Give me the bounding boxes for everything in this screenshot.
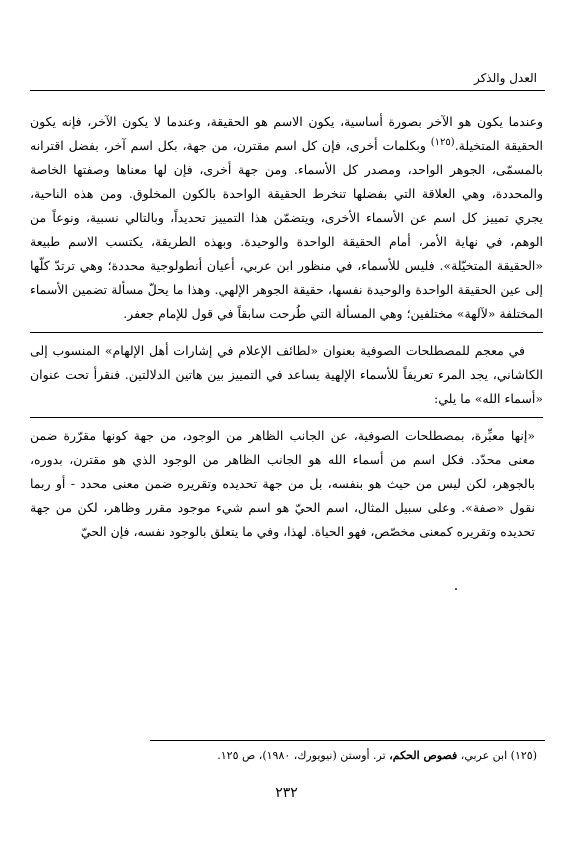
quote-divider	[30, 417, 543, 418]
footnote-details: تر. أوستن (نيويورك، ١٩٨٠)، ص ١٢٥.	[217, 749, 386, 762]
block-quote: «إنها معبِّرة، بمصطلحات الصوفية، عن الجانب الظاهر من الوجود، من جهة كونها مقرّرة ضمن معنى محدّد. فكل اسم من أسماء الله هو الجانب الظاهر من الوجود الذي هو مقترن، بدوره، بالجوهر، لكن ليس من حيث هو بنفسه، بل من جهة تحديده وتقريره ضمن معنى محدد - أو ربما نقول «صفة». وعلى سبيل المثال، اسم الحيّ هو اسم شيء موجود مقرر وظاهر، لكن من جهة تحديده وتقريره كمعنى مخصّص، فهو الحياة. لهذا، وفي ما يتعلق بالوجود نفسه، فإن الحيّ	[30, 428, 535, 539]
running-header: العدل والذكر	[473, 71, 537, 85]
footnote	[30, 748, 537, 764]
paragraph-1-text: وعندما يكون هو الآخر بصورة أساسية، يكون الاسم هو الحقيقة، وعندما لا يكون الآخر، فإنه يكون الحقيقة المتخيلة.	[30, 114, 543, 153]
footnote-divider	[150, 740, 545, 741]
paragraph-2: في معجم للمصطلحات الصوفية بعنوان «لطائف الإعلام في إشارات أهل الإلهام» المنسوب إلى الكاشاني، يجد المرء تعريفاً للأسماء الإلهية يساعد في التمييز بين هاتين الدلالتين. فنقرأ تحت عنوان «أسماء الله» ما يلي:	[30, 343, 543, 406]
paragraph-1-continued: وبكلمات أخرى، فإن كل اسم مقترن، من جهة، بكل اسم آخر، بفضل اقترانه بالمسمّى، الجوهر الواحد، ومصدر كل الأسماء. ومن جهة أخرى، فإن لها معناها وصفتها الخاصة والمحددة، وهي العلاقة التي بفضلها تنخرط الحقيقة الواحدة بالكون المخلوق. ومن هذه الناحية، يجري تمييز كل اسم عن الأسماء الأخرى، ويتضمّن هذا التمييز تحديداً، وبالتالي نسبية، ونوعاً من الوهم، في نهاية الأمر، أمام الحقيقة الواحدة والوحيدة. وبهذه الطريقة، يكتسب الاسم طبيعة «الحقيقة المتخيّلة». فليس للأسماء، في منظور ابن عربي، أعيان أنطولوجية محددة؛ وهي ترتدّ كلّها إلى عين الحقيقة الواحدة والوحيدة نفسها، حقيقة الجوهر الإلهي. وهذا ما يحلّ مسألة تضمين الأسماء المختلفة «لآلهة» مختلفين؛ وهي المسألة التي طُرحت سابقاً في قول للإمام جعفر.	[30, 138, 543, 321]
page-number: ٢٣٢	[275, 785, 298, 801]
paragraph-1	[30, 110, 543, 326]
footnote-book-title: فصوص الحكم،	[389, 749, 458, 762]
footnote-number: (١٢٥)	[510, 749, 537, 762]
footnote-author: ابن عربي،	[460, 749, 508, 762]
ink-speck	[455, 588, 457, 590]
main-text	[30, 110, 543, 544]
header-divider	[30, 90, 545, 91]
section-divider	[30, 332, 543, 333]
footnote-reference[interactable]: (١٢٥)	[430, 136, 455, 148]
